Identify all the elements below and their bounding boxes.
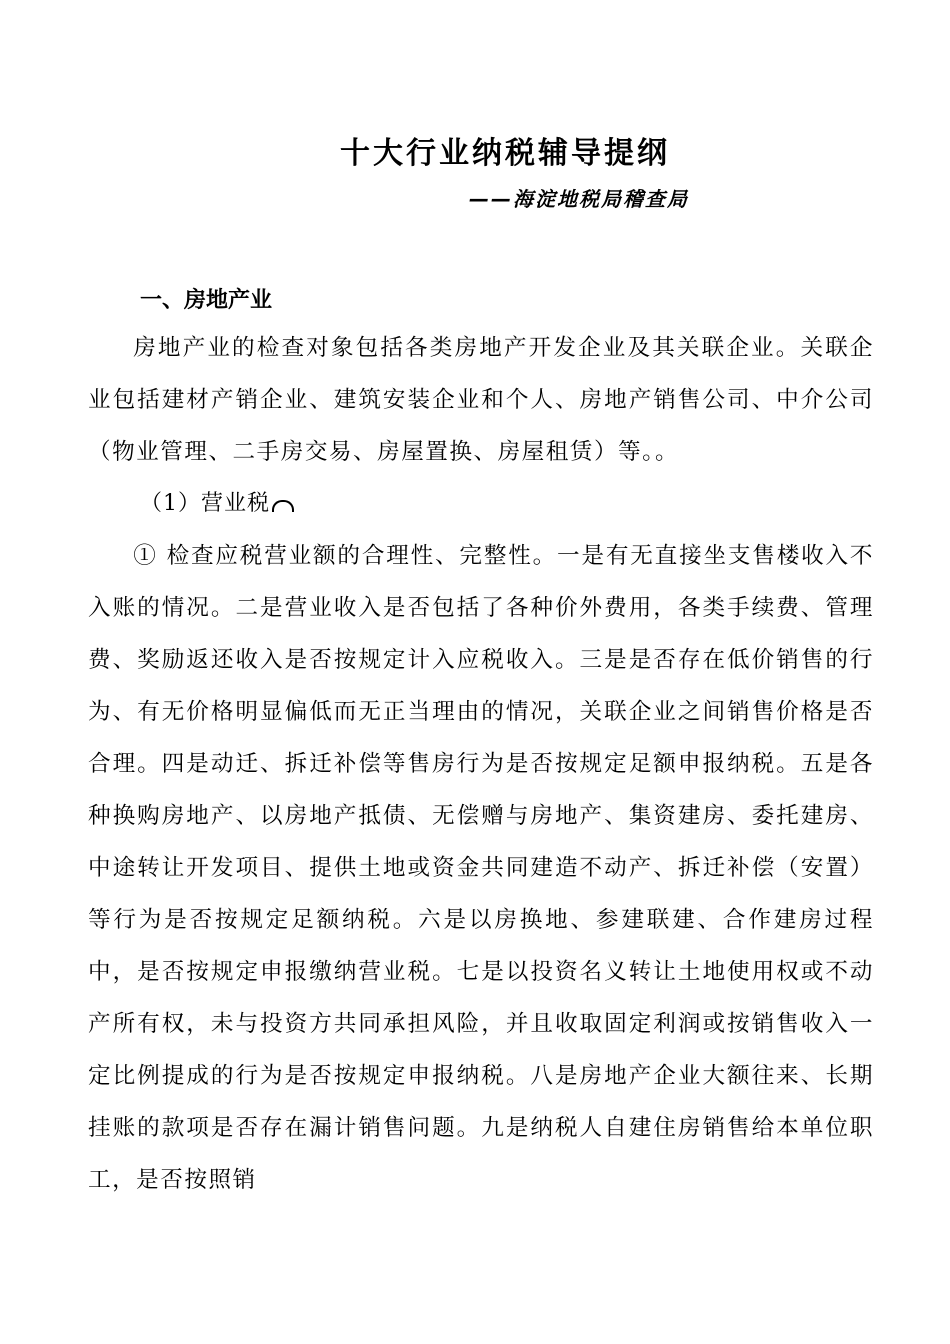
document-subtitle: ——海淀地税局稽查局 — [469, 187, 689, 211]
insertion-mark-icon — [272, 500, 294, 512]
section-heading: 一、房地产业 — [140, 288, 273, 313]
document-title: 十大行业纳税辅导提纲 — [340, 136, 670, 171]
subsection-heading — [140, 478, 294, 530]
detail-paragraph: ① 检查应税营业额的合理性、完整性。一是有无直接坐支售楼收入不入账的情况。二是营业收入是否包括了各种价外费用，各类手续费、管理费、奖励返还收入是否按规定计入应税收入。三是是否存在低价销售的行为、有无价格明显偏低而无正当理由的情况，关联企业之间销售价格是否合理。四是动迁、拆迁补偿等售房行为是否按规定足额申报纳税。五是各种换购房地产、以房地产抵债、无偿赠与房地产、集资建房、委托建房、中途转让开发项目、提供土地或资金共同建造不动产、拆迁补偿（安置）等行为是否按规定足额纳税。六是以房换地、参建联建、合作建房过程中，是否按规定申报缴纳营业税。七是以投资名义转让土地使用权或不动产所有权，未与投资方共同承担风险，并且收取固定利润或按销售收入一定比例提成的行为是否按规定申报纳税。八是房地产企业大额往来、长期挂账的款项是否存在漏计销售问题。九是纳税人自建住房销售给本单位职工，是否按照销 — [88, 543, 874, 1193]
section-intro-paragraph: 房地产业的检查对象包括各类房地产开发企业及其关联企业。关联企业包括建材产销企业、建筑安装企业和个人、房地产销售公司、中介公司（物业管理、二手房交易、房屋置换、房屋租赁）等。。 — [88, 335, 874, 465]
subsection-label: （1）营业税 — [140, 491, 270, 516]
